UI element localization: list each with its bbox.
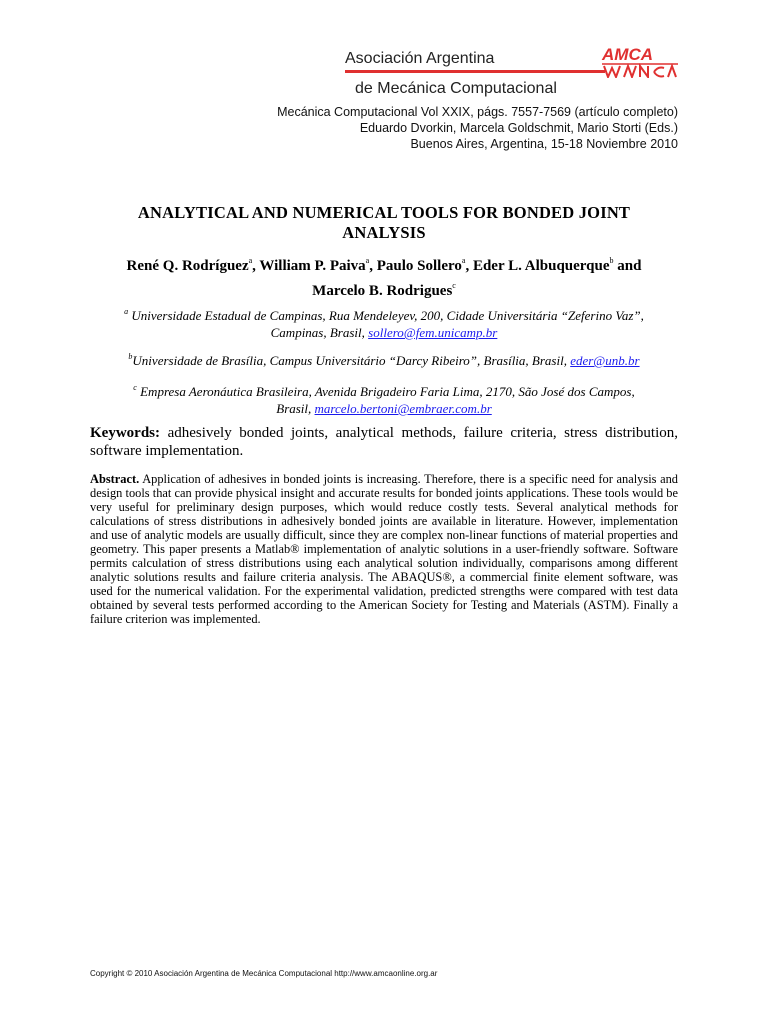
proceedings-editors: Eduardo Dvorkin, Marcela Goldschmit, Mario Storti (Eds.) (359, 121, 678, 135)
author-list: René Q. Rodríguez$^a$, William P. Paiva$^a$, Paulo Sollero$^a$, Eder L. Albuquerque$^b$ and Marcelo B. Rodrigues$^c$ (126, 256, 642, 299)
author-affil-mark: b (609, 256, 614, 265)
email-link[interactable]: eder@unb.br (570, 353, 640, 368)
keywords-label: Keywords: (90, 425, 160, 441)
header-red-rule (345, 70, 605, 73)
association-name-line2: de Mecánica Computacional (355, 80, 557, 97)
author-name: René Q. Rodríguez (126, 258, 249, 274)
proceedings-volume: Mecánica Computacional Vol XXIX, págs. 7557-7569 (artículo completo) (277, 105, 678, 119)
proceedings-info (277, 104, 678, 152)
copyright-footer: Copyright © 2010 Asociación Argentina de Mecánica Computacional http://www.amcaonline.org.ar (90, 969, 438, 978)
author-name: Eder L. Albuquerque (472, 258, 610, 274)
author-affil-mark: a (248, 256, 253, 265)
email-link[interactable]: sollero@fem.unicamp.br (368, 325, 498, 340)
affiliation-b: $^b$Universidade de Brasília, Campus Universitário “Darcy Ribeiro”, Brasília, Brasil, eder@unb.br (128, 352, 640, 368)
author-name: Paulo Sollero (376, 258, 462, 274)
amca-logo-text: AMCA (602, 45, 653, 64)
keywords-text: adhesively bonded joints, analytical methods, failure criteria, stress distribution, software implementation. (90, 425, 678, 459)
affiliation-a: $^a$ Universidade Estadual de Campinas, Rua Mendeleyev, 200, Cidade Universitária “Zeferino Vaz”, Campinas, Brasil, sollero@fem.unicamp.br (124, 307, 644, 340)
affiliation-c: $^c$ Empresa Aeronáutica Brasileira, Avenida Brigadeiro Faria Lima, 2170, São José dos Campos, Brasil, marcelo.bertoni@embraer.com.br (133, 383, 635, 416)
association-name-line1: Asociación Argentina (345, 50, 495, 67)
paper-title: ANALYTICAL AND NUMERICAL TOOLS FOR BONDED JOINT ANALYSIS (137, 203, 631, 242)
abstract-section (90, 472, 678, 627)
abstract-text: Application of adhesives in bonded joints is increasing. Therefore, there is a specific need for analysis and design tools that can provide physical insight and accurate results for bonded joints applications. These tools would be very useful for preliminary design purposes, which would reduce costly tests. Several analytical methods for calculations of stress distributions in adhesively bonded joints are available in literature. However, implementation and use of analytic models are usually difficult, since they are complex non-linear functions of material properties and geometry. This paper presents a Matlab® implementation of analytic solutions in a user-friendly software. Software permits calculation of stress distributions using each analytical solution individually, comparisons among different analytic solutions results and failure criteria analysis. The ABAQUS®, a commercial finite element software, was used for the numerical validation. For the experimental validation, predicted strengths were compared with test data obtained by several tests performed according to the American Society for Testing and Materials (ASTM). Finally a failure criterion was implemented. (90, 472, 678, 627)
author-affil-mark: a (461, 256, 466, 265)
keywords-section (90, 424, 678, 460)
abstract-label: Abstract. (90, 472, 140, 486)
author-affil-mark: c (452, 281, 456, 290)
email-link[interactable]: marcelo.bertoni@embraer.com.br (314, 401, 492, 416)
amca-logo-icon (600, 44, 680, 78)
author-affil-mark: a (365, 256, 370, 265)
proceedings-location-date: Buenos Aires, Argentina, 15-18 Noviembre 2010 (410, 137, 678, 151)
author-name: William P. Paiva (259, 258, 366, 274)
author-name: Marcelo B. Rodrigues (312, 283, 453, 299)
